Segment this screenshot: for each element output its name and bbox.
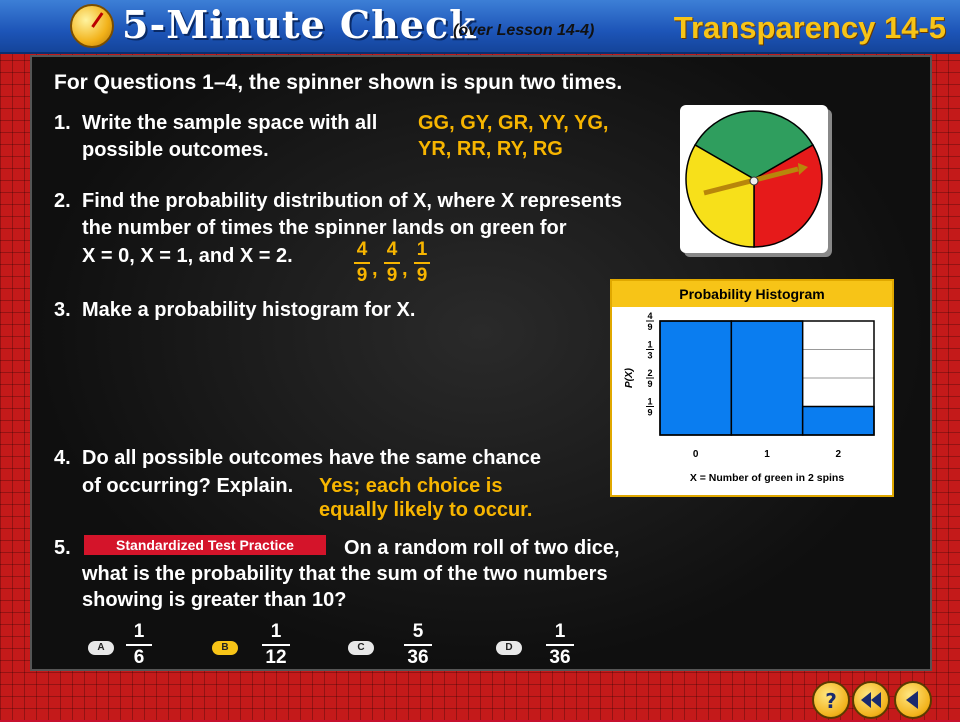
y-tick-label-num: 1 bbox=[647, 396, 653, 407]
lesson-subtitle: (over Lesson 14-4) bbox=[453, 22, 595, 39]
y-tick-label-den: 9 bbox=[647, 407, 653, 418]
q2-line3: X = 0, X = 1, and X = 2. bbox=[82, 245, 293, 267]
choice-a-fraction[interactable]: 1 6 bbox=[126, 621, 152, 669]
histogram-bar-0 bbox=[660, 321, 731, 435]
q2-separator-2: , bbox=[402, 258, 408, 280]
y-tick-label-num: 4 bbox=[647, 311, 653, 321]
q4-answer-line1: Yes; each choice is bbox=[319, 475, 503, 497]
header-bar bbox=[0, 0, 960, 54]
q1-answer-line1: GG, GY, GR, YY, YG, bbox=[418, 112, 609, 134]
q1-line2: possible outcomes. bbox=[82, 139, 269, 161]
choice-b-fraction[interactable]: 1 12 bbox=[262, 621, 290, 669]
spinner-icon bbox=[680, 105, 828, 253]
q4-number: 4. bbox=[54, 447, 71, 469]
histogram-bar-1 bbox=[731, 321, 802, 435]
chalkboard bbox=[30, 55, 932, 671]
q2-line2: the number of times the spinner lands on green for bbox=[82, 217, 567, 239]
slide-title: 5-Minute Check bbox=[122, 2, 477, 47]
transparency-label: Transparency 14-5 bbox=[673, 10, 946, 45]
q2-answer-fraction-3: 1 9 bbox=[414, 239, 430, 287]
q2-number: 2. bbox=[54, 190, 71, 212]
q3-number: 3. bbox=[54, 299, 71, 321]
previous-icon[interactable] bbox=[894, 681, 932, 719]
help-icon[interactable] bbox=[812, 681, 850, 719]
histogram-panel bbox=[610, 279, 894, 497]
x-tick-label: 1 bbox=[764, 449, 770, 460]
histogram-title: Probability Histogram bbox=[612, 281, 892, 307]
q5-line2: what is the probability that the sum of the two numbers bbox=[82, 563, 608, 585]
standardized-test-banner: Standardized Test Practice bbox=[84, 535, 326, 555]
choice-b-badge[interactable]: B bbox=[212, 641, 238, 655]
y-tick-label-den: 3 bbox=[647, 350, 653, 361]
y-tick-label-num: 1 bbox=[647, 339, 653, 350]
q4-line2: of occurring? Explain. bbox=[82, 475, 294, 497]
choice-c-badge[interactable]: C bbox=[348, 641, 374, 655]
q2-answer-fraction-2: 4 9 bbox=[384, 239, 400, 287]
y-axis-label: P(X) bbox=[624, 368, 635, 388]
x-tick-label: 2 bbox=[835, 449, 842, 460]
choice-d-fraction[interactable]: 1 36 bbox=[546, 621, 574, 669]
q1-number: 1. bbox=[54, 112, 71, 134]
q5-line3: showing is greater than 10? bbox=[82, 589, 347, 611]
y-tick-label-num: 2 bbox=[647, 368, 653, 378]
q1-line1: Write the sample space with all bbox=[82, 112, 378, 134]
q3-text: Make a probability histogram for X. bbox=[82, 299, 416, 321]
svg-text:?: ? bbox=[825, 689, 837, 713]
back-to-start-icon[interactable] bbox=[852, 681, 890, 719]
choice-c-fraction[interactable]: 5 36 bbox=[404, 621, 432, 669]
q5-line1: On a random roll of two dice, bbox=[344, 537, 620, 559]
q4-line1: Do all possible outcomes have the same chance bbox=[82, 447, 542, 469]
histogram-chart bbox=[612, 307, 892, 495]
q1-answer-line2: YR, RR, RY, RG bbox=[418, 138, 563, 160]
intro-text: For Questions 1–4, the spinner shown is spun two times. bbox=[54, 71, 623, 94]
x-tick-label: 0 bbox=[692, 449, 699, 460]
q4-answer-line2: equally likely to occur. bbox=[319, 499, 533, 521]
q2-answer-fraction-1: 4 9 bbox=[354, 239, 370, 287]
y-tick-label-den: 9 bbox=[647, 322, 653, 332]
q2-line1: Find the probability distribution of X, where X represents bbox=[82, 190, 623, 212]
histogram-bar-2 bbox=[803, 407, 874, 436]
spinner-card bbox=[680, 105, 828, 253]
y-tick-label-den: 9 bbox=[647, 379, 653, 389]
choice-a-badge[interactable]: A bbox=[88, 641, 114, 655]
q5-number: 5. bbox=[54, 537, 71, 559]
clock-icon bbox=[70, 4, 114, 48]
q2-separator-1: , bbox=[372, 258, 378, 280]
x-axis-label: X = Number of green in 2 spins bbox=[689, 472, 845, 484]
choice-d-badge[interactable]: D bbox=[496, 641, 522, 655]
